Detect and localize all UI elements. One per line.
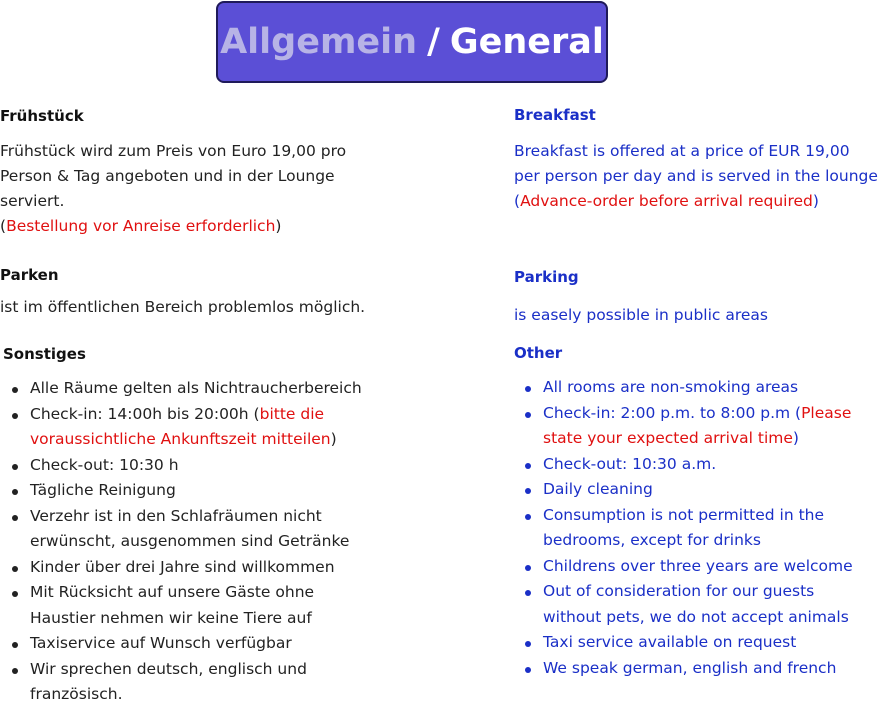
checkin-note-de: bitte die voraussichtliche Ankunftszeit mitteilen: [30, 404, 331, 448]
other-heading-en: Other: [514, 344, 563, 362]
list-item: Tägliche Reinigung: [2, 478, 382, 504]
breakfast-body-en: Breakfast is offered at a price of EUR 19,00 per person per day and is served in the lounge: [514, 142, 878, 185]
title-separator: /: [427, 22, 440, 62]
list-item: Check-out: 10:30 a.m.: [515, 452, 875, 478]
breakfast-heading-en: Breakfast: [514, 106, 596, 124]
list-item: Alle Räume gelten als Nichtraucherbereich: [2, 376, 382, 402]
list-item: Check-in: 2:00 p.m. to 8:00 p.m (Please state your expected arrival time): [515, 401, 875, 452]
list-item: Daily cleaning: [515, 477, 875, 503]
list-item: Verzehr ist in den Schlafräumen nicht erwünscht, ausgenommen sind Getränke: [2, 504, 382, 555]
parking-heading-en: Parking: [514, 268, 579, 286]
checkin-en: Check-in: 2:00 p.m. to 8:00 p.m: [543, 403, 791, 422]
parking-text-de: ist im öffentlichen Bereich problemlos möglich.: [0, 298, 366, 316]
title-german: Allgemein: [220, 22, 418, 62]
breakfast-text-en: Breakfast is offered at a price of EUR 19,00 per person per day and is served in the lounge (Advance-order before arrival required): [514, 142, 878, 210]
list-item: Consumption is not permitted in the bedrooms, except for drinks: [515, 503, 875, 554]
page-title: [216, 1, 608, 83]
breakfast-note-de: Bestellung vor Anreise erforderlich: [6, 217, 276, 235]
checkin-de: Check-in: 14:00h bis 20:00h: [30, 404, 249, 423]
list-item: All rooms are non-smoking areas: [515, 375, 875, 401]
checkin-note-en: Please state your expected arrival time: [543, 403, 852, 447]
list-item: Check-in: 14:00h bis 20:00h (bitte die voraussichtliche Ankunftszeit mitteilen): [2, 402, 382, 453]
title-english: General: [449, 22, 604, 62]
other-list-de: [2, 376, 382, 708]
breakfast-text-de: Frühstück wird zum Preis von Euro 19,00 pro Person & Tag angeboten und in der Lounge serviert. (Bestellung vor Anreise erforderlich): [0, 142, 347, 235]
list-item: Wir sprechen deutsch, englisch und französisch.: [2, 657, 382, 708]
parking-heading-de: Parken: [0, 266, 59, 284]
breakfast-note-en: Advance-order before arrival required: [520, 192, 813, 210]
list-item: Taxi service available on request: [515, 630, 875, 656]
other-list-en: [515, 375, 875, 681]
list-item: Out of consideration for our guests without pets, we do not accept animals: [515, 579, 875, 630]
other-heading-de: Sonstiges: [3, 345, 86, 363]
breakfast-heading-de: Frühstück: [0, 107, 84, 125]
list-item: Childrens over three years are welcome: [515, 554, 875, 580]
list-item: Mit Rücksicht auf unsere Gäste ohne Haustier nehmen wir keine Tiere auf: [2, 580, 382, 631]
breakfast-body-de: Frühstück wird zum Preis von Euro 19,00 pro Person & Tag angeboten und in der Lounge serviert.: [0, 142, 347, 210]
list-item: Taxiservice auf Wunsch verfügbar: [2, 631, 382, 657]
list-item: Check-out: 10:30 h: [2, 453, 382, 479]
list-item: We speak german, english and french: [515, 656, 875, 682]
list-item: Kinder über drei Jahre sind willkommen: [2, 555, 382, 581]
parking-text-en: is easely possible in public areas: [514, 306, 769, 324]
